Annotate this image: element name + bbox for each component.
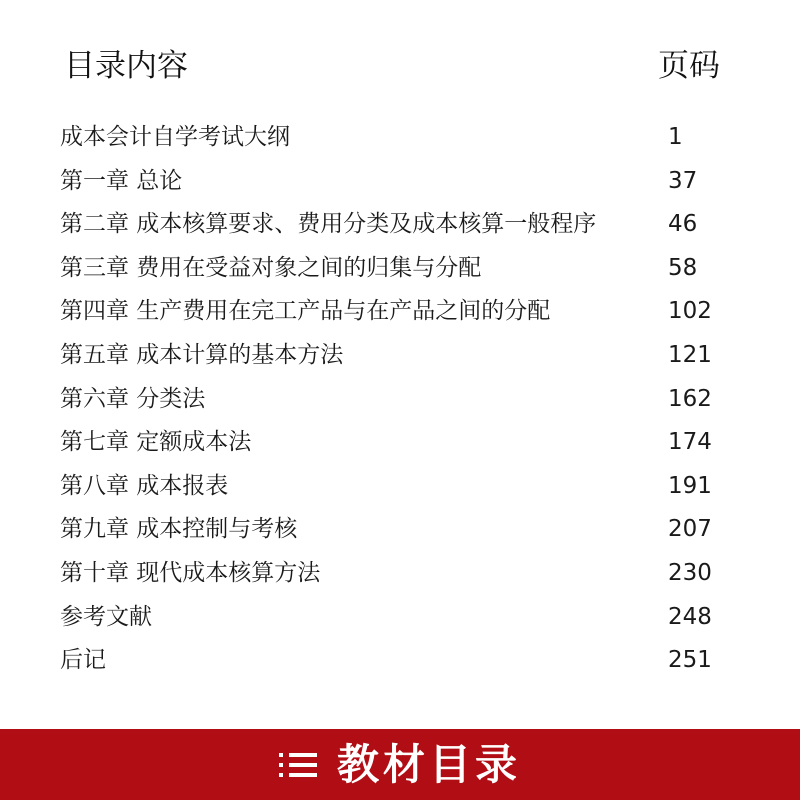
toc-row <box>60 639 740 683</box>
toc-row <box>60 247 740 291</box>
toc-title: 第五章 成本计算的基本方法 <box>60 341 344 368</box>
banner-title: 教材目录 <box>336 740 521 789</box>
toc-row <box>60 508 740 552</box>
toc-title: 第六章 分类法 <box>60 385 206 412</box>
toc-row <box>60 421 740 465</box>
toc-title: 第一章 总论 <box>60 167 183 194</box>
toc-page-number: 174 <box>668 429 712 456</box>
toc-row <box>60 116 740 160</box>
toc-row <box>60 203 740 247</box>
toc-row <box>60 290 740 334</box>
contents-heading: 目录内容 <box>64 48 188 84</box>
toc-header <box>64 44 720 88</box>
toc-page-number: 102 <box>668 298 712 325</box>
table-of-contents <box>60 116 740 683</box>
toc-page-number: 121 <box>668 341 712 368</box>
toc-title: 第十章 现代成本核算方法 <box>60 559 321 586</box>
toc-row <box>60 334 740 378</box>
toc-title: 第九章 成本控制与考核 <box>60 516 298 543</box>
toc-row <box>60 552 740 596</box>
toc-page-number: 207 <box>668 516 712 543</box>
textbook-contents-banner <box>0 729 800 800</box>
toc-title: 第三章 费用在受益对象之间的归集与分配 <box>60 254 482 281</box>
toc-page-number: 191 <box>668 472 712 499</box>
toc-page-number: 37 <box>668 167 698 194</box>
toc-page-number: 230 <box>668 559 712 586</box>
page-heading: 页码 <box>658 48 720 84</box>
toc-row <box>60 465 740 509</box>
toc-title: 第八章 成本报表 <box>60 472 229 499</box>
toc-page-number: 1 <box>668 124 683 150</box>
list-icon <box>279 748 317 782</box>
toc-title: 第四章 生产费用在完工产品与在产品之间的分配 <box>60 298 551 325</box>
banner-band <box>0 729 800 800</box>
toc-title: 参考文献 <box>60 603 152 630</box>
toc-row <box>60 160 740 204</box>
toc-page-number: 162 <box>668 385 712 412</box>
toc-title: 第二章 成本核算要求、费用分类及成本核算一般程序 <box>60 211 597 238</box>
toc-page-number: 248 <box>668 603 712 630</box>
toc-title: 后记 <box>60 647 106 674</box>
toc-title: 成本会计自学考试大纲 <box>60 124 290 150</box>
toc-row <box>60 596 740 640</box>
toc-page-number: 46 <box>668 211 698 238</box>
toc-title: 第七章 定额成本法 <box>60 429 252 456</box>
toc-row <box>60 378 740 422</box>
toc-page-number: 58 <box>668 254 698 281</box>
toc-page-number: 251 <box>668 647 712 674</box>
